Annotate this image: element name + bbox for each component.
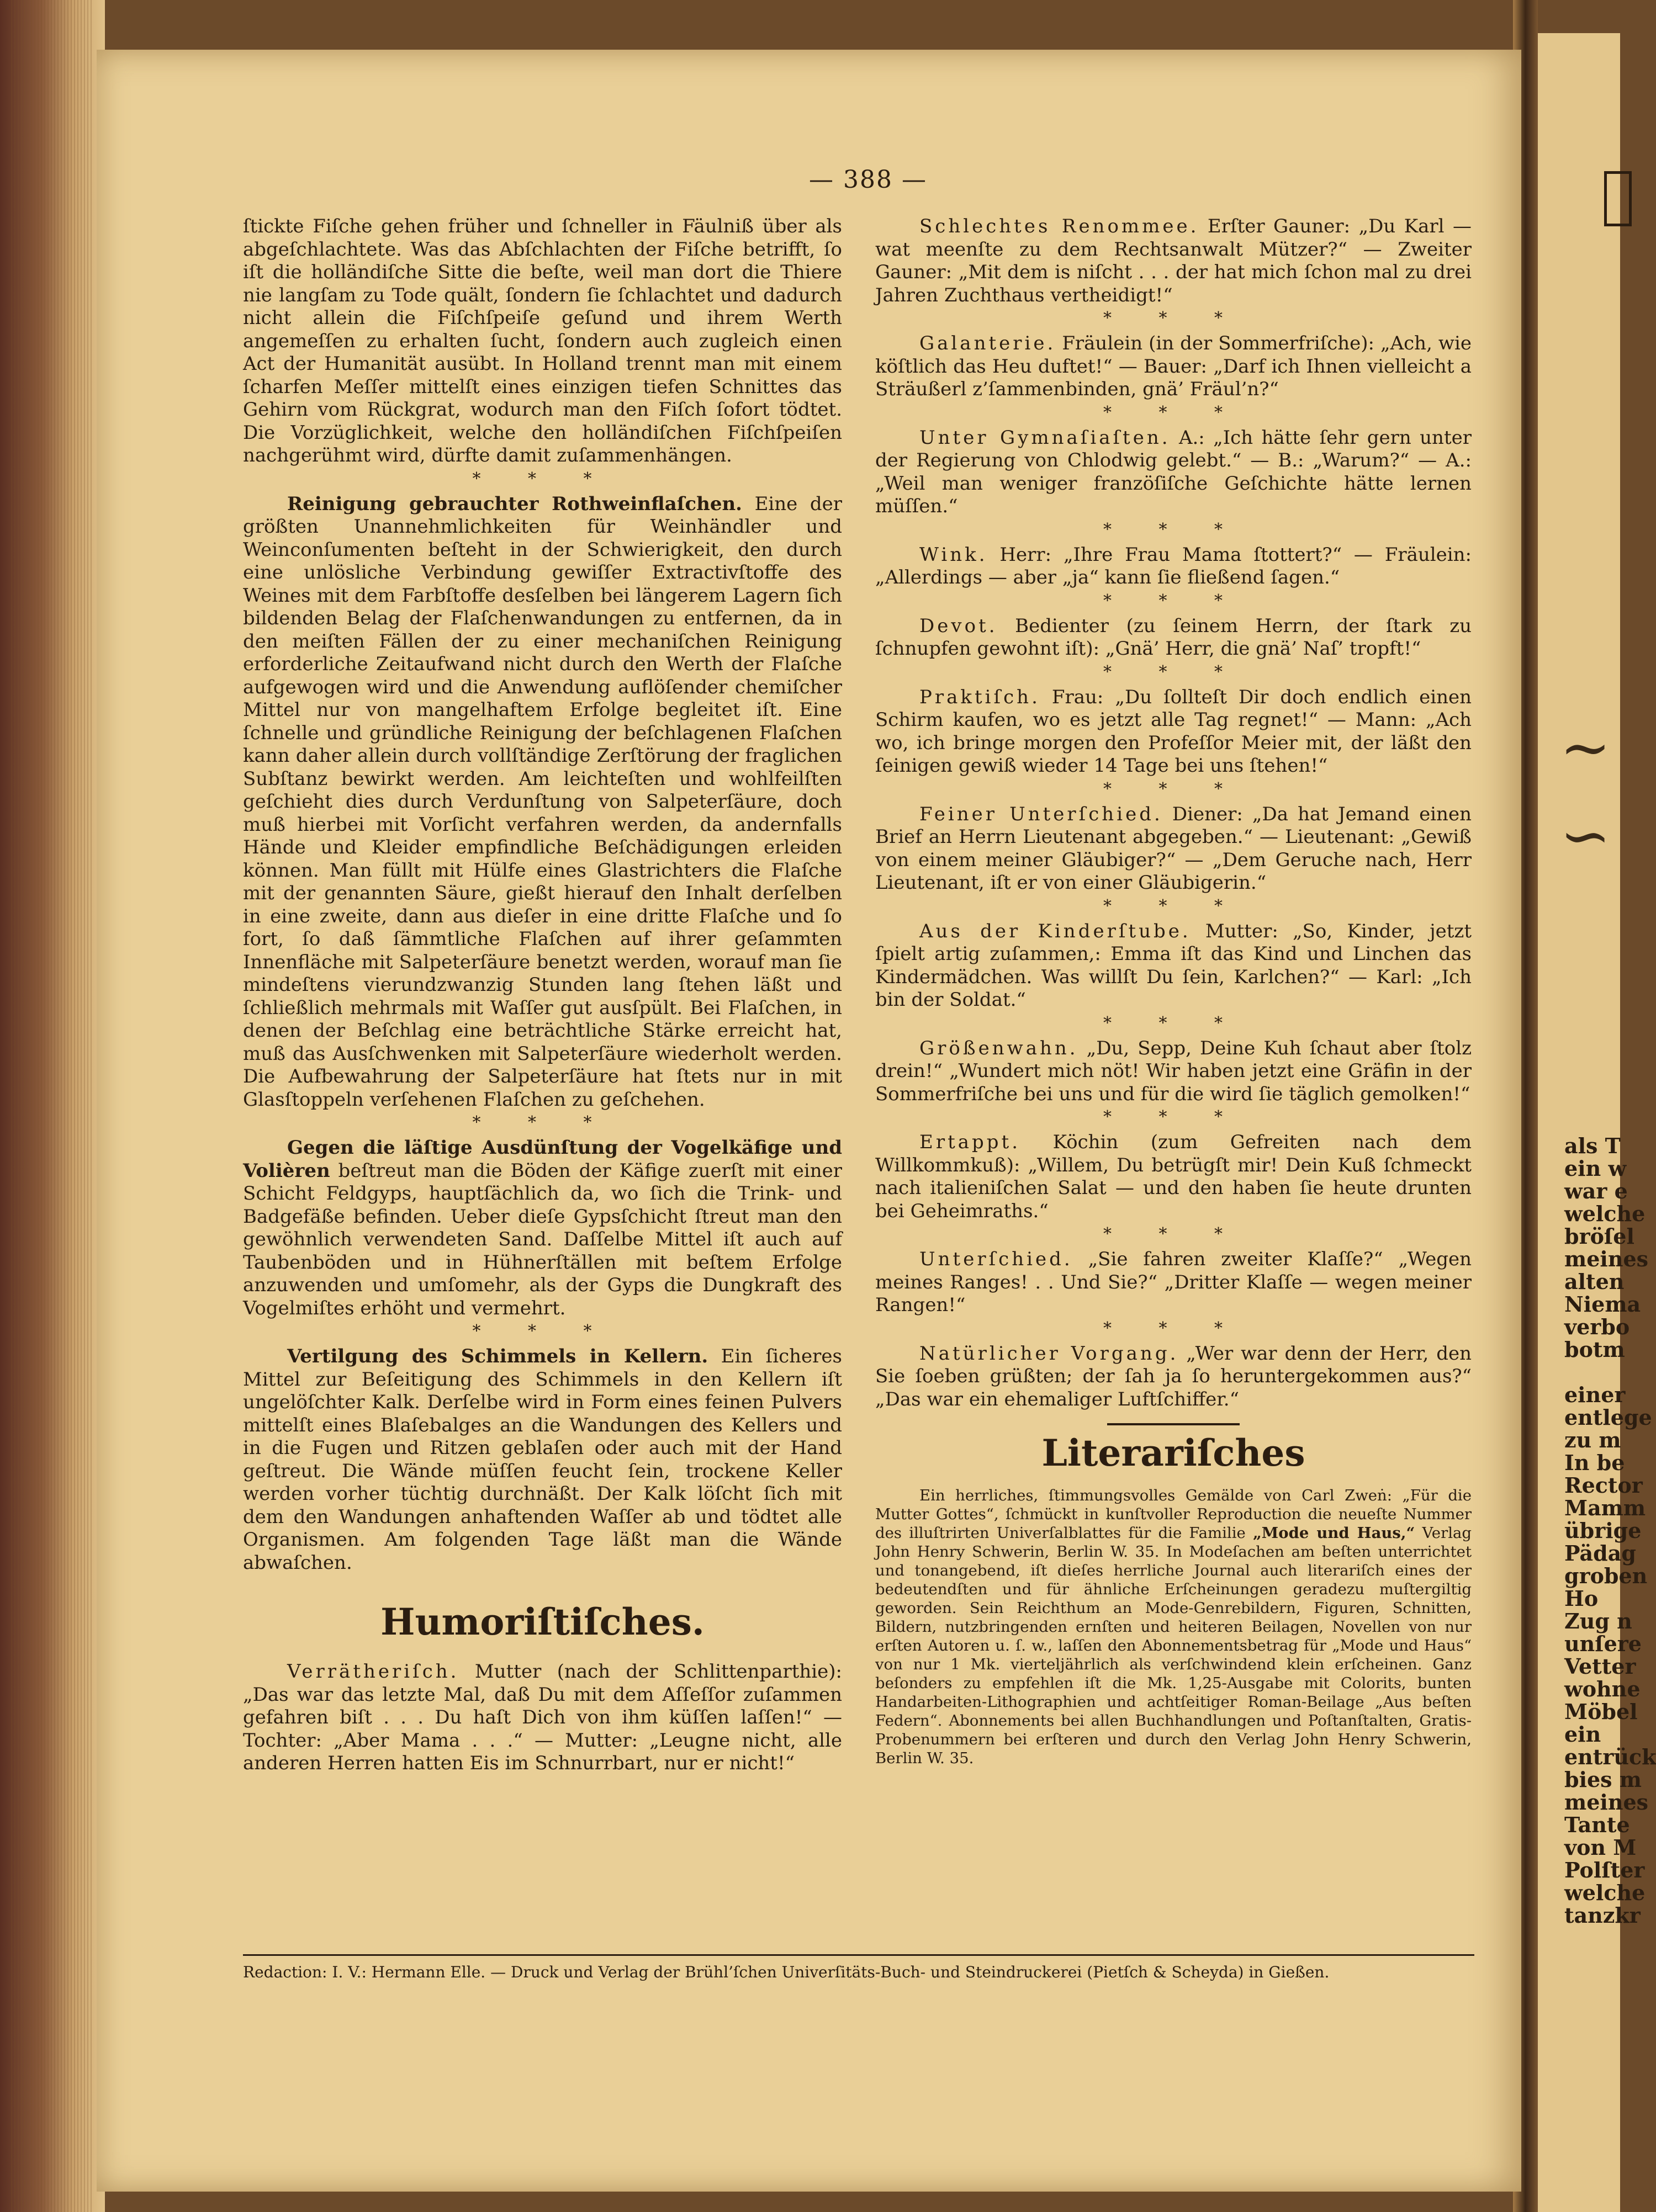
frame-ornament [1604, 171, 1632, 226]
fish-paragraph: ſtickte Fiſche gehen früher und ſchneller in Fäulniß über als abgeſchlachtete. Was das Abſchlachten der Fiſche betrifft, ſo iſt die holländiſche Sitte die beſte, weil man dort die Thiere nie langſam zu Tode quält, ſondern ſie ſchlachtet und dadurch nicht allein die Fiſchſpeiſe geſund und ihrem Werth angemeſſen zu erhalten ſucht, ſondern auch zugleich einen Act der Humanität ausübt. In Holland trennt man mit einem ſcharfen Meſſer mittelſt eines einzigen tiefen Schnittes das Gehirn vom Rückgrat, wodurch man den Fiſch ſofort tödtet. Die Vorzüglichkeit, welche den holländiſchen Fiſchſpeiſen nachgerühmt wird, dürfte damit zuſammenhängen. [243, 215, 842, 466]
joke-body: Frau: „Du ſollteſt Dir doch endlich einen Schirm kaufen, wo es jetzt alle Tag regnet!“ — Mann: „Ach wo, ich bringe morgen den Profeſſor Meier mit, der läßt den ſeinigen gewiß wieder 14 Tage bei uns ſtehen!“ [875, 686, 1472, 777]
joke-heading: Schlechtes Renommee. [919, 215, 1199, 237]
section-divider [1107, 1423, 1240, 1425]
joke-body: Diener: „Da hat Jemand einen Brief an Herrn Lieutenant abgegeben.“ — Lieutenant: „Gewiß von einem meiner Gläubiger?“ — „Dem Geruche nach, Herr Lieutenant, iſt er von einer Gläubigerin.“ [875, 803, 1472, 894]
separator-stars: * * * [1103, 591, 1244, 611]
literary-text: Ein herrliches, ſtimmungsvolles Gemälde von Carl Zweṅ: „Für die Mutter Gottes“, ſchmückt in kunſtvoller Reproduction die neueſte Nummer des illuſtrirten Univerſalblattes für die Familie [875, 1487, 1472, 1542]
page-number: — 388 — [809, 166, 927, 194]
joke [875, 1037, 1472, 1106]
article-heading: Gegen die läſtige Ausdünſtung der Vogelkäfige und Volièren [243, 1137, 842, 1182]
journal-name: „Mode und Haus,“ [1252, 1524, 1415, 1542]
joke [243, 1661, 842, 1775]
right-column [875, 215, 1472, 1768]
separator-stars: * * * [1103, 779, 1244, 799]
left-column [243, 215, 842, 1775]
section-title-humor: Humoriſtiſches. [380, 1600, 705, 1643]
joke-body: Mutter (nach der Schlittenparthie): „Das war das letzte Mal, daß Du mit dem Aſſeſſor zuſammen gefahren biſt . . . Du haſt Dich von ihm küſſen laſſen!“ — Tochter: „Aber Mama . . .“ — Mutter: „Leugne nicht, alle anderen Herren hatten Eis im Schnurrbart, nur er nicht!“ [243, 1661, 842, 1774]
adjacent-page-text: als T ein w war e welche bröſel meines alten Niema verbo botm einer entlege zu m In be Rector Mamm übrige Pädag groben Ho Zug n unſere Vetter wohne Möbel ein entrück bies m meines Tante von M Polſter welche tanzkr [1564, 1133, 1656, 1928]
separator-stars: * * * [1103, 896, 1244, 916]
mold-article [243, 1345, 842, 1574]
section-title-literary: Literariſches [1041, 1431, 1305, 1474]
joke-heading: Wink. [919, 543, 988, 566]
joke [875, 332, 1472, 401]
joke-heading: Praktiſch. [919, 686, 1040, 708]
separator-stars: * * * [1103, 1013, 1244, 1033]
joke-heading: Größenwahn. [919, 1037, 1078, 1059]
flourish-ornament: ~ [1560, 712, 1611, 783]
literary-notice [875, 1486, 1472, 1768]
separator-stars: * * * [1103, 519, 1244, 539]
joke-heading: Natürlicher Vorgang. [919, 1342, 1179, 1365]
footer-rule [243, 1954, 1474, 1956]
book-page-edges [0, 0, 105, 2212]
separator-stars: * * * [1103, 309, 1244, 328]
wine-bottle-article [243, 493, 842, 1112]
joke [875, 215, 1472, 307]
joke-heading: Ertappt. [919, 1131, 1021, 1153]
joke-heading: Unter Gymnaſiaſten. [919, 426, 1171, 449]
article-heading: Reinigung gebrauchter Rothweinflaſchen. [287, 492, 743, 515]
adjacent-page [1538, 33, 1656, 2212]
joke-heading: Aus der Kinderſtube. [919, 920, 1191, 942]
joke-body: „Wer war denn der Herr, den Sie ſoeben grüßten; der ſah ja ſo heruntergekommen aus?“ „Das war ein ehemaliger Luftſchiffer.“ [875, 1342, 1472, 1410]
joke-body: Erſter Gauner: „Du Karl — wat meenſte zu dem Rechtsanwalt Mützer?“ — Zweiter Gauner: „Mit dem is niſcht . . . der hat mich ſchon mal zu drei Jahren Zuchthaus vertheidigt!“ [875, 215, 1472, 306]
joke [875, 920, 1472, 1012]
joke [875, 615, 1472, 661]
separator-stars: * * * [1103, 1224, 1244, 1244]
joke [875, 1131, 1472, 1223]
joke-body: „Sie fahren zweiter Klaſſe?“ „Wegen meines Ranges! . . Und Sie?“ „Dritter Klaſſe — wegen meiner Rangen!“ [875, 1248, 1472, 1316]
article-body: Eine der größten Unannehmlichkeiten für Weinhändler und Weinconſumenten beſteht in der Schwierigkeit, den durch eine unlösliche Verbindung gewiſſer Extractivſtoffe des Weines mit dem Farbſtoffe desſelben bei längerem Lagern ſich bildenden Belag der Flaſchenwandungen zu entfernen, da in den meiſten Fällen der zu einer mechaniſchen Reinigung erforderliche Zeitaufwand nicht durch den Werth der Flaſche aufgewogen wird und die Anwendung auflöſender chemiſcher Mittel nur von mangelhaftem Erfolge begleitet iſt. Eine ſchnelle und gründliche Reinigung der beſchlagenen Flaſchen kann daher allein durch vollſtändige Zerſtörung der fraglichen Subſtanz bewirkt werden. Am leichteſten und wohlfeilſten geſchieht dies durch Verdunſtung von Salpeterſäure, doch muß hierbei mit Vorſicht verfahren werden, da andernfalls Hände und Kleider empfindliche Beſchädigungen erleiden können. Man füllt mit Hülfe eines Glastrichters die Flaſche mit der genannten Säure, gießt hierauf den Inhalt derſelben in eine zweite, dann aus dieſer in eine dritte Flaſche und ſo fort, ſo daß ſämmtliche Flaſchen auf ihrer geſammten Innenfläche mit Salpeterſäure benetzt werden, worauf man ſie mindeſtens vierundzwanzig Stunden lang ſtehen läßt und ſchließlich mehrmals mit Waſſer gut ausſpült. Bei Flaſchen, in denen der Beſchlag eine beträchtliche Stärke erreicht hat, muß das Ausſchwenken mit Salpeterſäure wiederholt werden. Die Aufbewahrung der Salpeterſäure hat ſtets nur in mit Glasſtoppeln verſehenen Flaſchen zu geſchehen. [243, 492, 842, 1111]
literary-text: Verlag John Henry Schwerin, Berlin W. 35. In Modeſachen am beſten unterrichtet und tonangebend, iſt dieſes herrliche Journal auch literariſch eines der bedeutendſten und für ähnliche Erſcheinungen geradezu muſtergiltig geworden. Sein Reichthum an Mode-Genrebildern, Figuren, Schnitten, Bildern, nutzbringenden ernſten und heiteren Beilagen, Novellen von nur erſten Autoren u. ſ. w., laſſen den Abonnementsbetrag für „Mode und Haus“ von nur 1 Mk. vierteljährlich als verſchwindend klein erſcheinen. Ganz beſonders zu empfehlen iſt die Mk. 1,25-Ausgabe mit Colorits, bunten Handarbeiten-Lithographien und achtſeitiger Roman-Beilage „Aus beſten Federn“. Abonnements bei allen Buchhandlungen und Poſtanſtalten, Gratis-Probenummern bei erſteren und durch den Verlag John Henry Schwerin, Berlin W. 35. [875, 1524, 1472, 1767]
joke-body: Herr: „Ihre Frau Mama ſtottert?“ — Fräulein: „Allerdings — aber „ja“ kann ſie fließend ſagen.“ [875, 543, 1472, 588]
article-body: beſtreut man die Böden der Käfige zuerſt mit einer Schicht Feldgyps, hauptſächlich da, wo ſich die Trink- und Badgefäße befinden. Ueber dieſe Gypsſchicht ſtreut man den gewöhnlich verwendeten Sand. Daſſelbe Mittel iſt auch auf Taubenböden und in Hühnerſtällen mit beſtem Erfolge anzuwenden und umſomehr, als der Gyps die Dungkraft des Vogelmiſtes erhöht und vermehrt. [243, 1159, 842, 1319]
joke-heading: Verrätheriſch. [287, 1661, 459, 1683]
joke [875, 1343, 1472, 1412]
separator-stars: * * * [472, 1113, 613, 1132]
joke [875, 427, 1472, 518]
separator-stars: * * * [472, 469, 613, 489]
separator-stars: * * * [472, 1322, 613, 1341]
joke-body: Fräulein (in der Sommerfriſche): „Ach, wie köſtlich das Heu duftet!“ — Bauer: „Darf ich Ihnen vielleicht a Sträußerl z’ſammenbinden, gnä’ Fräul’n?“ [875, 332, 1472, 400]
joke-heading: Galanterie. [919, 332, 1056, 354]
birdcage-article [243, 1137, 842, 1320]
joke-body: Köchin (zum Gefreiten nach dem Willkommkuß): „Willem, Du betrügſt mir! Dein Kuß ſchmeckt nach italieniſchen Salat — und den haben ſie heute drunten bei Geheimraths.“ [875, 1131, 1472, 1222]
joke [875, 803, 1472, 895]
joke [875, 686, 1472, 778]
article-body: Ein ſicheres Mittel zur Beſeitigung des Schimmels in den Kellern iſt ungelöſchter Kalk. Derſelbe wird in Form eines feinen Pulvers mittelſt eines Blaſebalges an die Wandungen des Kellers und in die Fugen und Ritzen geblaſen oder auch mit der Hand geſtreut. Die Wände müſſen feucht ſein, trockene Keller werden vorher tüchtig durchnäßt. Der Kalk löſcht ſich mit dem den Wandungen anhaftenden Waſſer ab und tödtet alle Organismen. Am folgenden Tage läßt man die Wände abwaſchen. [243, 1345, 842, 1574]
separator-stars: * * * [1103, 1107, 1244, 1127]
separator-stars: * * * [1103, 662, 1244, 682]
imprint-footer: Redaction: I. V.: Hermann Elle. — Druck und Verlag der Brühl’ſchen Univerſitäts-Buch- und Steindruckerei (Pietſch & Scheyda) in Gießen. [243, 1963, 1330, 1981]
article-heading: Vertilgung des Schimmels in Kellern. [287, 1345, 708, 1367]
separator-stars: * * * [1103, 1318, 1244, 1338]
joke-body: Bedienter (zu ſeinem Herrn, der ſtark zu ſchnupfen gewohnt iſt): „Gnä’ Herr, die gnä’ Naſ’ tropft!“ [875, 614, 1472, 660]
flourish-ornament: ∽ [1560, 800, 1611, 871]
separator-stars: * * * [1103, 402, 1244, 422]
joke-heading: Devot. [919, 614, 998, 637]
joke-body: A.: „Ich hätte ſehr gern unter der Regierung von Chlodwig gelebt.“ — B.: „Warum?“ — A.: „Weil man weniger franzöſiſche Geſchichte hätte lernen müſſen.“ [875, 426, 1472, 517]
joke-body: „Du, Sepp, Deine Kuh ſchaut aber ſtolz drein!“ „Wundert mich nöt! Wir haben jetzt eine Gräfin in der Sommerfriſche bei uns und für die wird ſie täglich gemolken!“ [875, 1037, 1472, 1105]
joke [875, 1248, 1472, 1317]
joke-body: Mutter: „So, Kinder, jetzt ſpielt artig zuſammen,: Emma iſt das Kind und Linchen das Kindermädchen. Was willſt Du ſein, Karlchen?“ — Karl: „Ich bin der Soldat.“ [875, 920, 1472, 1011]
joke [875, 544, 1472, 590]
joke-heading: Unterſchied. [919, 1248, 1073, 1270]
joke-heading: Feiner Unterſchied. [919, 803, 1163, 825]
